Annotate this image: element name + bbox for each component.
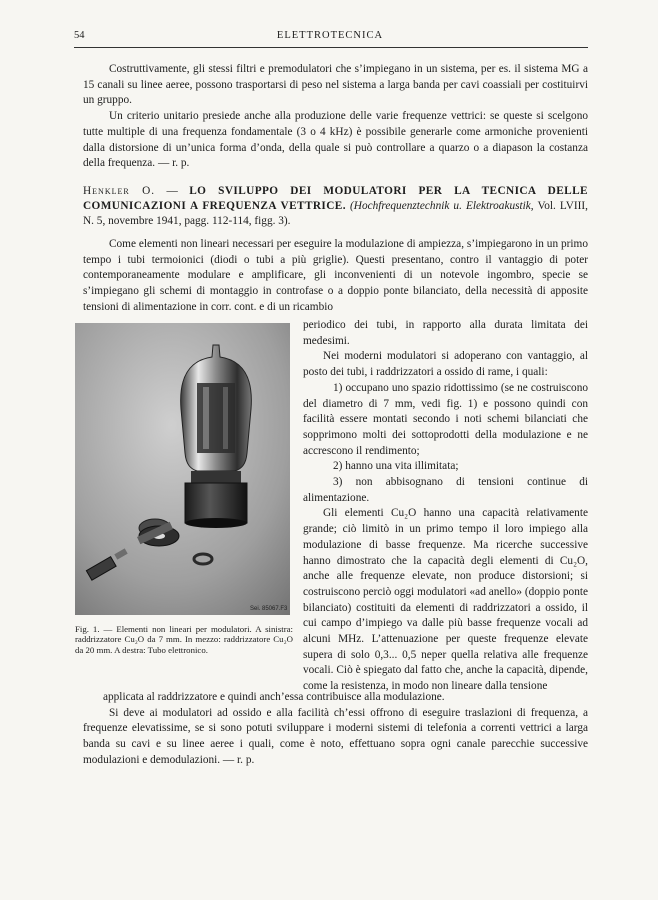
list-item-2: 2) hanno una vita illimitata; xyxy=(333,460,459,473)
figure-1-photo xyxy=(75,323,290,615)
intro-section xyxy=(83,62,588,172)
reference-details: Vol. LVIII, N. 5, novembre 1941, pagg. 112-114, figg. 3). xyxy=(83,200,589,227)
article-reference xyxy=(83,184,588,229)
text-column-right xyxy=(303,300,588,695)
figure-1-caption: Fig. 1. — Elementi non lineari per modulatori. A sinistra: raddrizzatore Cu₂O da 7 mm. In mezzo: raddrizzatore Cu₂O da 20 mm. A destra: Tubo elettronico. xyxy=(75,624,293,655)
page-number: 54 xyxy=(74,30,85,41)
reference-title: LO SVILUPPO DEI MODULATORI PER LA TECNICA DELLE COMUNICAZIONI A FREQUENZA VETTRICE. xyxy=(83,185,588,212)
intro-paragraph-2: Un criterio unitario presiede anche alla produzione delle varie frequenze vettrici: se queste si scelgono tutte multiple di una frequenza fondamentale (3 o 4 kHz) è possibile generarle come armoniche provenienti dalla distorsione di un’unica forma d’onda, della quale si può controllare a quarzo o a diapason la costanza della frequenza. — r. p. xyxy=(83,110,588,170)
running-header xyxy=(74,30,586,44)
body-full-width-bottom xyxy=(83,690,588,769)
body-paragraph-3: Gli elementi Cu₂O hanno una capacità relativamente grande; ciò limitò in un primo tempo il loro impiego alla modulazione di basse frequenze. Ma ricerche successive hanno dimostrato che la capacità degli elementi di Cu₂O, anche alle frequenze elevate, non produce distorsioni; si costruiscono perciò oggi modulatori «ad anello» (doppio ponte bilanciato) costituiti da elementi di raddrizzatori a ossido, il cui campo d’impiego va dalle più basse frequenze vocali ad alcuni MHz. L’attenuazione per queste frequenze elevate supera di solo 0,3... 0,5 neper quella relativa alle frequenze vocali. Ciò è spiegato dal fatto che, anche la capacità, dipende, come la resistenza, in modo non lineare dalla tensione xyxy=(303,507,588,693)
intro-paragraph-1: Costruttivamente, gli stessi filtri e premodulatori che s’impiegano in un sistema, per es. il sistema MG a 15 canali su linee aeree, possono trasportarsi di peso nel sistema a larga banda per cavi coassiali per costituirvi un gruppo. xyxy=(83,63,588,107)
running-title: ELETTROTECNICA xyxy=(276,30,384,41)
header-rule xyxy=(74,47,588,48)
photo-code: Sei. 85067.F3 xyxy=(250,606,288,612)
body-paragraph-2: Nei moderni modulatori si adoperano con vantaggio, al posto dei tubi, i raddrizzatori a ossido di rame, i quali: xyxy=(303,350,588,379)
reference-author: Henkler O. xyxy=(83,185,156,197)
reference-journal: (Hochfrequenztechnik u. Elektroakustik, xyxy=(350,200,534,212)
list-item-3: 3) non abbisognano di tensioni continue di alimentazione. xyxy=(303,476,588,504)
body-paragraph-1-end: periodico dei tubi, in rapporto alla durata limitata dei medesimi. xyxy=(303,319,588,347)
body-paragraph-3-end: applicata al raddrizzatore e quindi anch’essa contribuisce alla modulazione. xyxy=(103,691,445,703)
body-paragraph-4: Si deve ai modulatori ad ossido e alla facilità ch’essi offrono di eseguire traslazioni di frequenza, a frequenze elevatissime, se si sono potuti sviluppare i moderni sistemi di telefonia a correnti vettrici a larga banda su cavi e su linee aeree i quali, come è noto, effettuano sopra ogni canale parecchie successive modulazioni e demodulazioni. — r. p. xyxy=(83,706,588,766)
body-paragraph-1: Come elementi non lineari necessari per eseguire la modulazione di ampiezza, s’impiegarono in un primo tempo i tubi termoionici (diodi o tubi a più griglie). Questi presentano, contro il vantaggio di poter contemporaneamente modulare e amplificare, gli inconvenienti di un notevole ingombro, specie se s’impiegano gli schemi di montaggio in controfase o a doppio ponte bilanciato, della necessità di apposite tensioni di alimentazione in corr. cont. e di un ricambio xyxy=(83,238,588,313)
reference-dash: — xyxy=(155,185,190,197)
list-item-1: 1) occupano uno spazio ridottissimo (se ne costruiscono del diametro di 7 mm, vedi fig. 1) e possono quindi con facilità essere montati secondo i noti schemi bilanciati che sopprimono molti dei sottoprodotti della modulazione e ne accrescono il rendimento; xyxy=(303,381,588,457)
